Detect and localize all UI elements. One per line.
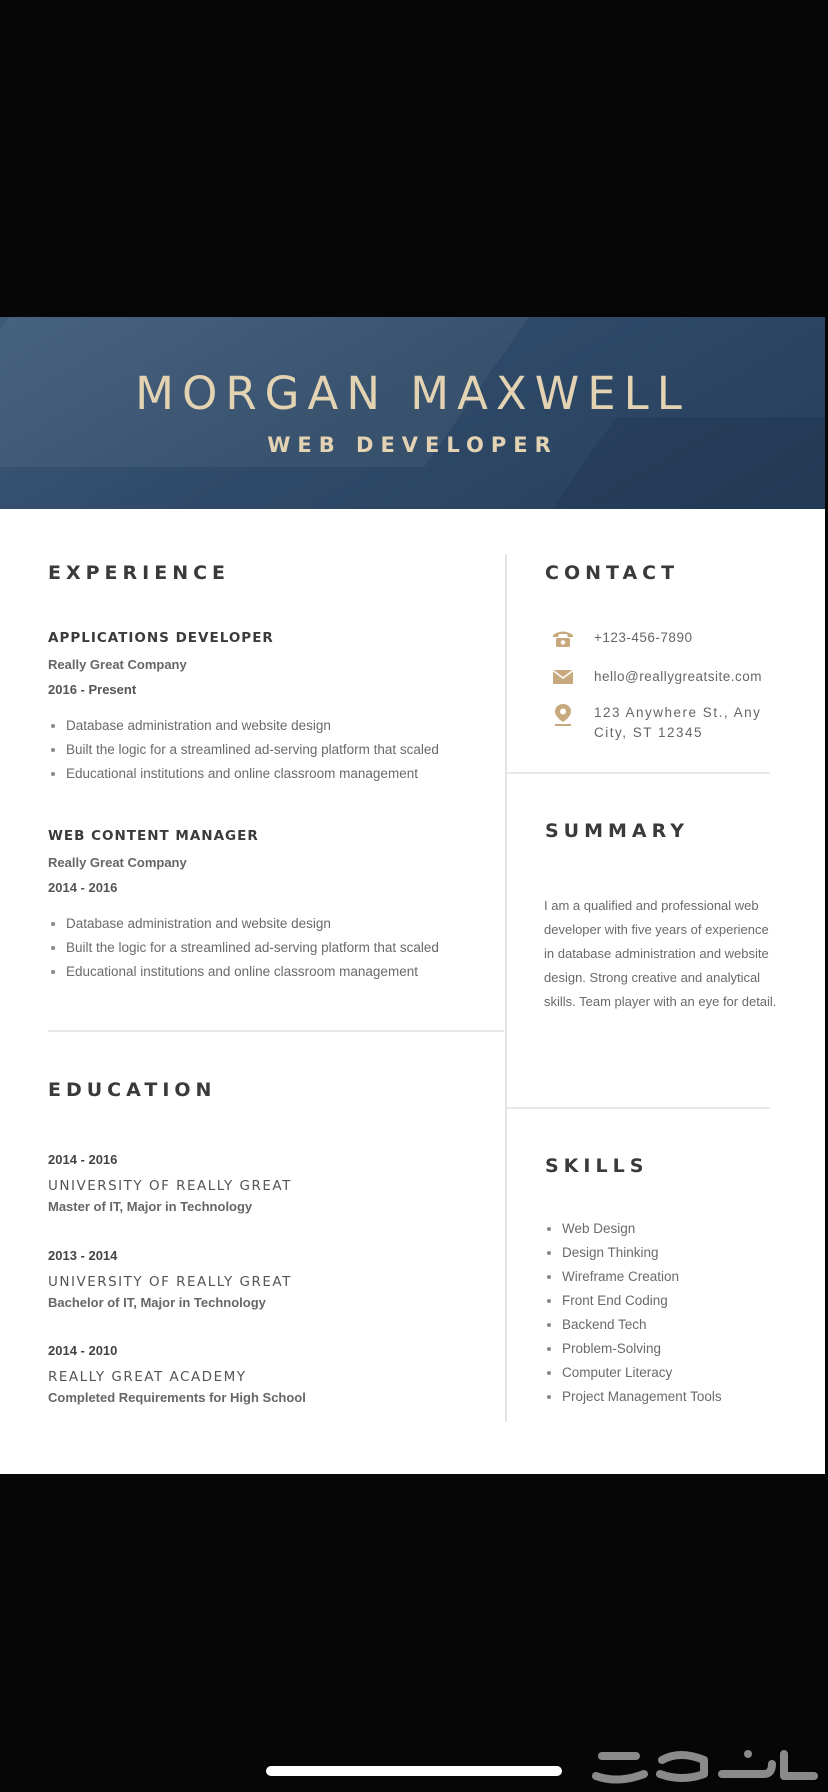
section-divider	[507, 772, 770, 774]
education-dates: 2014 - 2016	[48, 1152, 118, 1167]
education-school: REALLY GREAT ACADEMY	[48, 1369, 247, 1385]
skill-item: Project Management Tools	[544, 1385, 722, 1409]
contact-email[interactable]: hello@reallygreatsite.com	[594, 669, 763, 684]
job-title: WEB CONTENT MANAGER	[48, 828, 259, 844]
job-bullets	[48, 714, 498, 786]
skill-item: Computer Literacy	[544, 1361, 722, 1385]
education-school: UNIVERSITY OF REALLY GREAT	[48, 1274, 292, 1290]
job-dates: 2014 - 2016	[48, 880, 118, 895]
education-degree: Master of IT, Major in Technology	[48, 1199, 253, 1214]
job-bullet: Database administration and website design	[48, 714, 498, 738]
skill-item: Backend Tech	[544, 1313, 722, 1337]
location-icon	[552, 703, 574, 727]
job-bullet: Built the logic for a streamlined ad-serving platform that scaled	[48, 738, 498, 762]
experience-heading: EXPERIENCE	[48, 562, 231, 584]
job-dates: 2016 - Present	[48, 682, 137, 697]
contact-phone-row	[552, 628, 692, 648]
job-entry	[48, 630, 498, 786]
job-bullets	[48, 912, 498, 984]
contact-phone[interactable]: +123-456-7890	[594, 630, 693, 645]
skill-item: Problem-Solving	[544, 1337, 722, 1361]
job-bullet: Database administration and website design	[48, 912, 498, 936]
summary-text: I am a qualified and professional web developer with five years of experience in database administration and website design. Strong creative and analytical skills. Team player with an eye for detail.	[544, 898, 777, 1009]
job-company: Really Great Company	[48, 855, 187, 870]
job-entry	[48, 828, 498, 984]
section-divider	[507, 1107, 770, 1109]
resume-job-title: WEB DEVELOPER	[267, 433, 558, 457]
skill-item: Front End Coding	[544, 1289, 722, 1313]
job-bullet: Built the logic for a streamlined ad-serving platform that scaled	[48, 936, 498, 960]
skills-heading: SKILLS	[545, 1155, 649, 1177]
contact-heading: CONTACT	[545, 562, 680, 584]
resume-name: MORGAN MAXWELL	[135, 367, 690, 420]
education-school: UNIVERSITY OF REALLY GREAT	[48, 1178, 292, 1194]
job-title: APPLICATIONS DEVELOPER	[48, 630, 274, 646]
education-degree: Bachelor of IT, Major in Technology	[48, 1295, 266, 1310]
education-entry	[48, 1152, 488, 1214]
skill-item: Web Design	[544, 1217, 722, 1241]
resume-page	[0, 317, 825, 1474]
skill-item: Design Thinking	[544, 1241, 722, 1265]
skills-list	[544, 1217, 722, 1409]
education-entry	[48, 1248, 488, 1310]
education-dates: 2013 - 2014	[48, 1248, 118, 1263]
banner-decoration	[504, 417, 825, 509]
education-entry	[48, 1343, 488, 1405]
job-company: Really Great Company	[48, 657, 187, 672]
summary-heading: SUMMARY	[545, 820, 689, 842]
skill-item: Wireframe Creation	[544, 1265, 722, 1289]
mail-icon	[552, 667, 574, 687]
phone-icon	[552, 628, 574, 648]
job-bullet: Educational institutions and online classroom management	[48, 960, 498, 984]
section-divider	[48, 1030, 504, 1032]
job-bullet: Educational institutions and online classroom management	[48, 762, 498, 786]
contact-email-row	[552, 667, 762, 687]
header-banner	[0, 317, 825, 509]
education-heading: EDUCATION	[48, 1079, 217, 1101]
contact-address-row	[552, 703, 764, 743]
education-dates: 2014 - 2010	[48, 1343, 118, 1358]
contact-address: 123 Anywhere St., Any City, ST 12345	[594, 705, 762, 740]
education-degree: Completed Requirements for High School	[48, 1390, 306, 1405]
haraj-watermark-logo	[588, 1738, 824, 1792]
home-indicator[interactable]	[266, 1766, 562, 1776]
column-divider	[505, 554, 507, 1422]
